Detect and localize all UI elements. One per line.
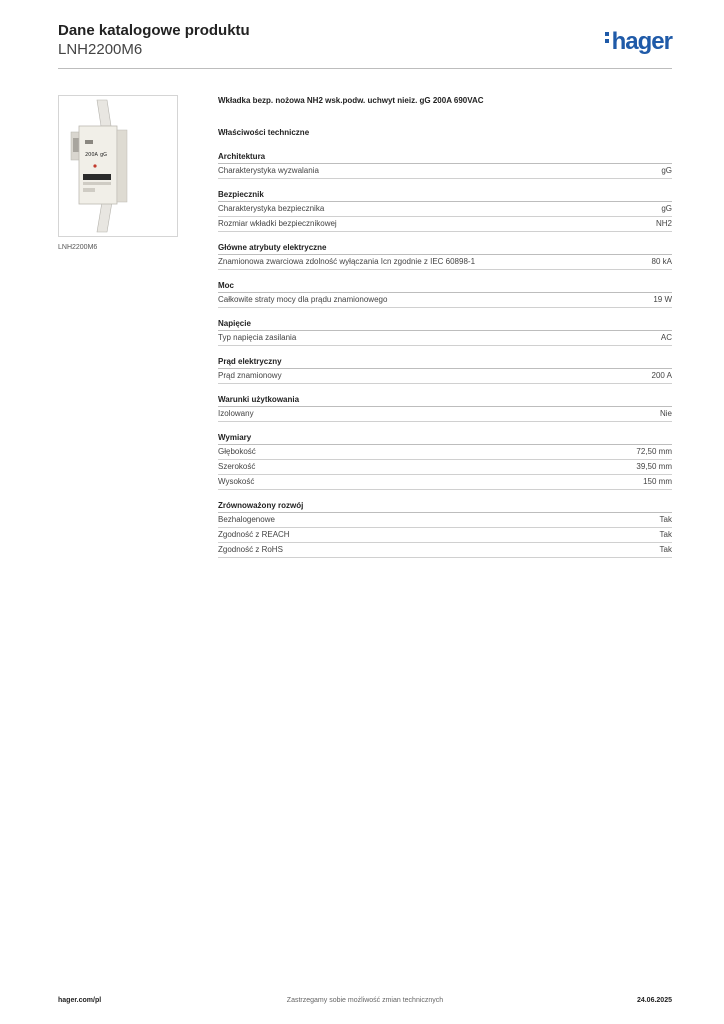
product-code: LNH2200M6 (58, 41, 143, 58)
spec-label: Szerokość (218, 462, 256, 471)
spec-group-title: Prąd elektryczny (218, 357, 672, 369)
spec-row (218, 369, 672, 384)
spec-row (218, 217, 672, 232)
product-details (218, 96, 672, 569)
spec-label: Zgodność z RoHS (218, 545, 283, 554)
spec-value: 39,50 mm (636, 462, 672, 471)
spec-group-zrownowazony-rozwoj (218, 501, 672, 558)
logo-dots-icon (605, 29, 610, 46)
spec-label: Charakterystyka wyzwalania (218, 166, 319, 175)
spec-group-moc (218, 281, 672, 308)
spec-group-atrybuty-elektryczne (218, 243, 672, 270)
footer-website-link[interactable]: hager.com/pl (58, 997, 102, 1004)
spec-value: 80 kA (651, 257, 672, 266)
spec-row (218, 543, 672, 558)
spec-group-title: Warunki użytkowania (218, 395, 672, 407)
tech-properties-heading: Właściwości techniczne (218, 128, 310, 137)
spec-label: Rozmiar wkładki bezpiecznikowej (218, 219, 337, 228)
spec-value: NH2 (655, 219, 672, 228)
spec-group-title: Architektura (218, 152, 672, 164)
image-caption: LNH2200M6 (58, 244, 98, 251)
spec-group-napiecie (218, 319, 672, 346)
spec-group-wymiary (218, 433, 672, 490)
spec-row (218, 293, 672, 308)
fuse-class-label: gG (100, 152, 108, 158)
spec-row (218, 331, 672, 346)
spec-label: Znamionowa zwarciowa zdolność wyłączania Icn zgodnie z IEC 60898-1 (218, 257, 476, 266)
document-header (58, 22, 672, 69)
spec-value: Tak (659, 515, 672, 524)
spec-value: gG (661, 166, 672, 175)
spec-label: Izolowany (218, 409, 254, 418)
spec-group-warunki (218, 395, 672, 422)
spec-value: gG (661, 204, 672, 213)
spec-row (218, 255, 672, 270)
spec-group-title: Bezpiecznik (218, 190, 672, 202)
spec-label: Typ napięcia zasilania (218, 333, 297, 342)
spec-row (218, 460, 672, 475)
spec-value: 19 W (653, 295, 672, 304)
spec-value: Tak (659, 530, 672, 539)
document-title: Dane katalogowe produktu (58, 22, 250, 39)
fuse-illustration (59, 96, 177, 236)
product-image (58, 95, 178, 237)
spec-group-title: Zrównoważony rozwój (218, 501, 672, 513)
spec-group-title: Napięcie (218, 319, 672, 331)
spec-label: Prąd znamionowy (218, 371, 282, 380)
spec-value: 200 A (651, 371, 672, 380)
logo-text: hager (611, 28, 672, 55)
spec-row (218, 202, 672, 217)
spec-value: Nie (659, 409, 672, 418)
footer-notice: Zastrzegamy sobie możliwość zmian technicznych (286, 997, 444, 1004)
spec-group-title: Wymiary (218, 433, 672, 445)
spec-label: Całkowite straty mocy dla prądu znamionowego (218, 295, 388, 304)
spec-label: Bezhalogenowe (218, 515, 275, 524)
spec-group-title: Główne atrybuty elektryczne (218, 243, 672, 255)
spec-row (218, 513, 672, 528)
spec-value: 72,50 mm (636, 447, 672, 456)
product-description: Wkładka bezp. nożowa NH2 wsk.podw. uchwyt nieiz. gG 200A 690VAC (218, 96, 484, 105)
spec-row (218, 445, 672, 460)
spec-group-title: Moc (218, 281, 672, 293)
spec-row (218, 407, 672, 422)
spec-value: AC (660, 333, 672, 342)
spec-group-bezpiecznik (218, 190, 672, 232)
spec-value: 150 mm (643, 477, 672, 486)
hager-logo (605, 28, 672, 56)
spec-group-prad (218, 357, 672, 384)
spec-label: Charakterystyka bezpiecznika (218, 204, 325, 213)
fuse-rating-label: 200A (85, 152, 98, 158)
spec-row (218, 528, 672, 543)
spec-label: Wysokość (218, 477, 255, 486)
spec-row (218, 164, 672, 179)
spec-group-architektura (218, 152, 672, 179)
spec-label: Głębokość (218, 447, 256, 456)
spec-row (218, 475, 672, 490)
spec-value: Tak (659, 545, 672, 554)
spec-label: Zgodność z REACH (218, 530, 290, 539)
footer-date: 24.06.2025 (636, 997, 672, 1004)
